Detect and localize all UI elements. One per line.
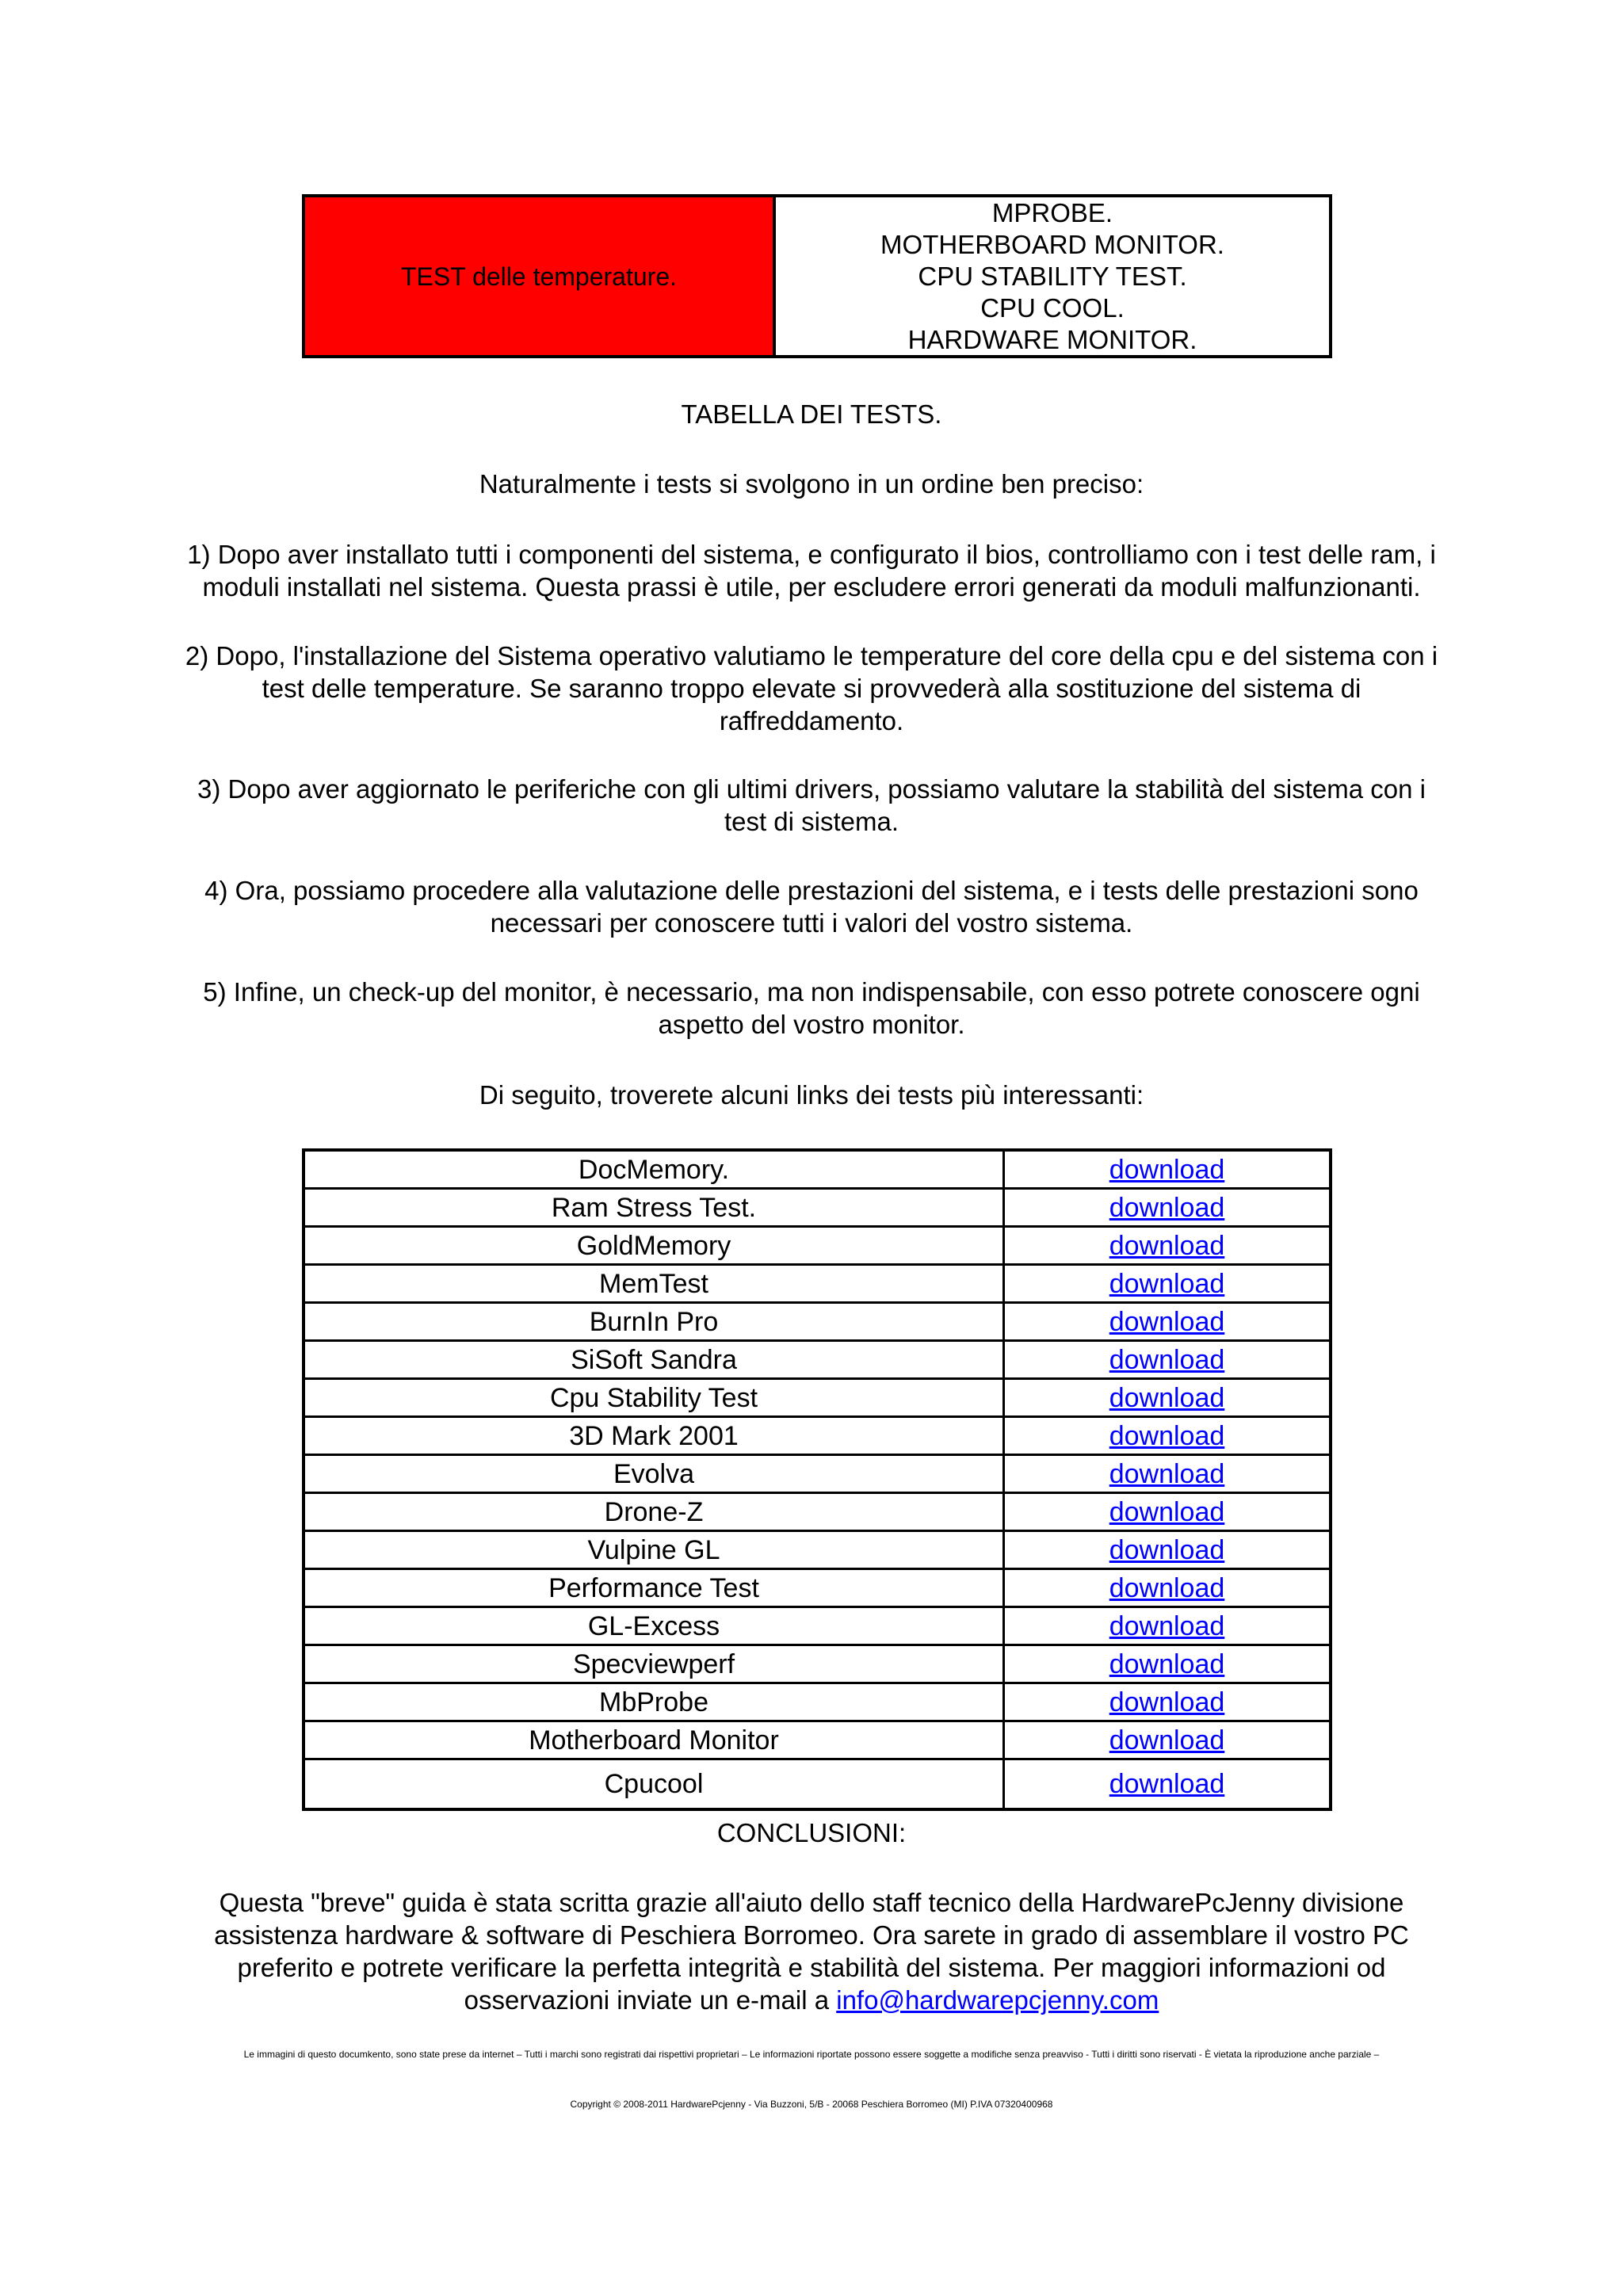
temperature-test-label: TEST delle temperature.	[400, 262, 677, 291]
download-cell	[1004, 1645, 1331, 1683]
download-cell	[1004, 1303, 1331, 1341]
table-row	[304, 1645, 1331, 1683]
temperature-test-label-cell	[305, 197, 776, 355]
download-link[interactable]: download	[1109, 1572, 1225, 1603]
download-cell	[1004, 1417, 1331, 1455]
table-row	[304, 1265, 1331, 1303]
table-row	[304, 1379, 1331, 1417]
step-3-line: 3) Dopo aver aggiornato le periferiche con gli ultimi drivers, possiamo valutare la stabilità del sistema con i	[197, 774, 1426, 804]
download-link[interactable]: download	[1109, 1306, 1225, 1337]
step-2-line: test delle temperature. Se saranno troppo elevate si provvederà alla sostituzione del sistema di	[262, 674, 1361, 703]
test-name: MemTest	[304, 1265, 1004, 1303]
step-1-line: 1) Dopo aver installato tutti i componenti del sistema, e configurato il bios, controlliamo con i test delle ram, i	[187, 540, 1436, 569]
download-link[interactable]: download	[1109, 1496, 1225, 1527]
step-5-line: aspetto del vostro monitor.	[658, 1010, 965, 1039]
test-name: SiSoft Sandra	[304, 1341, 1004, 1379]
step-1-line: moduli installati nel sistema. Questa prassi è utile, per escludere errori generati da moduli malfunzionanti.	[202, 572, 1421, 602]
conclusion-line: Questa "breve" guida è stata scritta grazie all'aiuto dello staff tecnico della HardwarePcJenny divisione	[219, 1888, 1404, 1917]
test-name: Cpu Stability Test	[304, 1379, 1004, 1417]
download-cell	[1004, 1189, 1331, 1227]
conclusion-line: preferito e potrete verificare la perfetta integrità e stabilità del sistema. Per maggiori informazioni od	[237, 1953, 1386, 1982]
table-row	[304, 1683, 1331, 1721]
test-name: GoldMemory	[304, 1227, 1004, 1265]
table-row	[304, 1341, 1331, 1379]
download-link[interactable]: download	[1109, 1230, 1225, 1261]
test-name: Performance Test	[304, 1569, 1004, 1607]
download-link[interactable]: download	[1109, 1458, 1225, 1489]
test-name: Ram Stress Test.	[304, 1189, 1004, 1227]
download-cell	[1004, 1531, 1331, 1569]
test-name: Motherboard Monitor	[304, 1721, 1004, 1759]
test-name: GL-Excess	[304, 1607, 1004, 1645]
program-name: HARDWARE MONITOR.	[907, 324, 1197, 354]
table-row	[304, 1759, 1331, 1810]
intro-text: Naturalmente i tests si svolgono in un ordine ben preciso:	[479, 469, 1144, 499]
download-cell	[1004, 1759, 1331, 1810]
table-row	[304, 1150, 1331, 1189]
program-name: CPU STABILITY TEST.	[918, 261, 1187, 291]
download-cell	[1004, 1379, 1331, 1417]
download-cell	[1004, 1227, 1331, 1265]
download-cell	[1004, 1607, 1331, 1645]
download-link[interactable]: download	[1109, 1382, 1225, 1413]
links-intro: Di seguito, troverete alcuni links dei tests più interessanti:	[479, 1080, 1144, 1110]
conclusion-line-text: osservazioni inviate un e-mail a	[464, 1985, 837, 2015]
table-row	[304, 1493, 1331, 1531]
download-link[interactable]: download	[1109, 1534, 1225, 1565]
table-row	[304, 1607, 1331, 1645]
step-4-line: 4) Ora, possiamo procedere alla valutazione delle prestazioni del sistema, e i tests delle prestazioni sono	[204, 876, 1419, 905]
step-2-line: raffreddamento.	[719, 706, 904, 735]
download-link[interactable]: download	[1109, 1420, 1225, 1451]
email-link[interactable]: info@hardwarepcjenny.com	[836, 1985, 1159, 2015]
download-link[interactable]: download	[1109, 1268, 1225, 1299]
conclusion-line	[119, 1984, 1504, 2016]
conclusion-heading: CONCLUSIONI:	[716, 1818, 907, 1847]
download-cell	[1004, 1493, 1331, 1531]
temperature-test-table	[302, 194, 1332, 358]
copyright: Copyright © 2008-2011 HardwarePcjenny - Via Buzzoni, 5/B - 20068 Peschiera Borromeo (MI) P.IVA 07320400968	[570, 2099, 1053, 2110]
download-link[interactable]: download	[1109, 1344, 1225, 1375]
disclaimer: Le immagini di questo documkento, sono state prese da internet – Tutti i marchi sono registrati dai rispettivi proprietari – Le informazioni riportate possono essere soggette a modifiche senza preavviso - Tutti i diritti sono riservati - È vietata la riproduzione anche parziale –	[243, 2049, 1380, 2060]
download-link[interactable]: download	[1109, 1610, 1225, 1641]
program-name: CPU COOL.	[980, 292, 1125, 323]
step-5-line: 5) Infine, un check-up del monitor, è necessario, ma non indispensabile, con esso potrete conoscere ogni	[203, 977, 1420, 1007]
download-cell	[1004, 1683, 1331, 1721]
test-name: BurnIn Pro	[304, 1303, 1004, 1341]
download-cell	[1004, 1455, 1331, 1493]
table-row	[304, 1227, 1331, 1265]
test-name: Drone-Z	[304, 1493, 1004, 1531]
test-name: 3D Mark 2001	[304, 1417, 1004, 1455]
test-name: MbProbe	[304, 1683, 1004, 1721]
table-row	[304, 1417, 1331, 1455]
download-cell	[1004, 1569, 1331, 1607]
test-name: Specviewperf	[304, 1645, 1004, 1683]
download-link[interactable]: download	[1109, 1687, 1225, 1717]
test-name: Cpucool	[304, 1759, 1004, 1810]
download-link[interactable]: download	[1109, 1769, 1225, 1799]
conclusion-line: assistenza hardware & software di Peschiera Borromeo. Ora sarete in grado di assemblare il vostro PC	[214, 1920, 1409, 1950]
download-link[interactable]: download	[1109, 1725, 1225, 1755]
download-cell	[1004, 1265, 1331, 1303]
download-link[interactable]: download	[1109, 1154, 1225, 1185]
temperature-programs-cell	[776, 197, 1329, 355]
step-3-line: test di sistema.	[724, 807, 899, 836]
table-row	[304, 1721, 1331, 1759]
program-name: MOTHERBOARD MONITOR.	[880, 229, 1224, 259]
download-cell	[1004, 1150, 1331, 1189]
download-cell	[1004, 1721, 1331, 1759]
test-name: Evolva	[304, 1455, 1004, 1493]
downloads-table	[302, 1148, 1332, 1811]
download-link[interactable]: download	[1109, 1192, 1225, 1223]
table-row	[304, 1303, 1331, 1341]
test-name: DocMemory.	[304, 1150, 1004, 1189]
step-2-line: 2) Dopo, l'installazione del Sistema operativo valutiamo le temperature del core della cpu e del sistema con i	[185, 641, 1438, 670]
download-link[interactable]: download	[1109, 1648, 1225, 1679]
download-cell	[1004, 1341, 1331, 1379]
step-4-line: necessari per conoscere tutti i valori del vostro sistema.	[490, 908, 1133, 938]
table-row	[304, 1531, 1331, 1569]
table-row	[304, 1455, 1331, 1493]
page-heading: TABELLA DEI TESTS.	[681, 399, 942, 429]
table-row	[304, 1569, 1331, 1607]
table-row	[304, 1189, 1331, 1227]
test-name: Vulpine GL	[304, 1531, 1004, 1569]
program-name: MPROBE.	[991, 197, 1113, 227]
